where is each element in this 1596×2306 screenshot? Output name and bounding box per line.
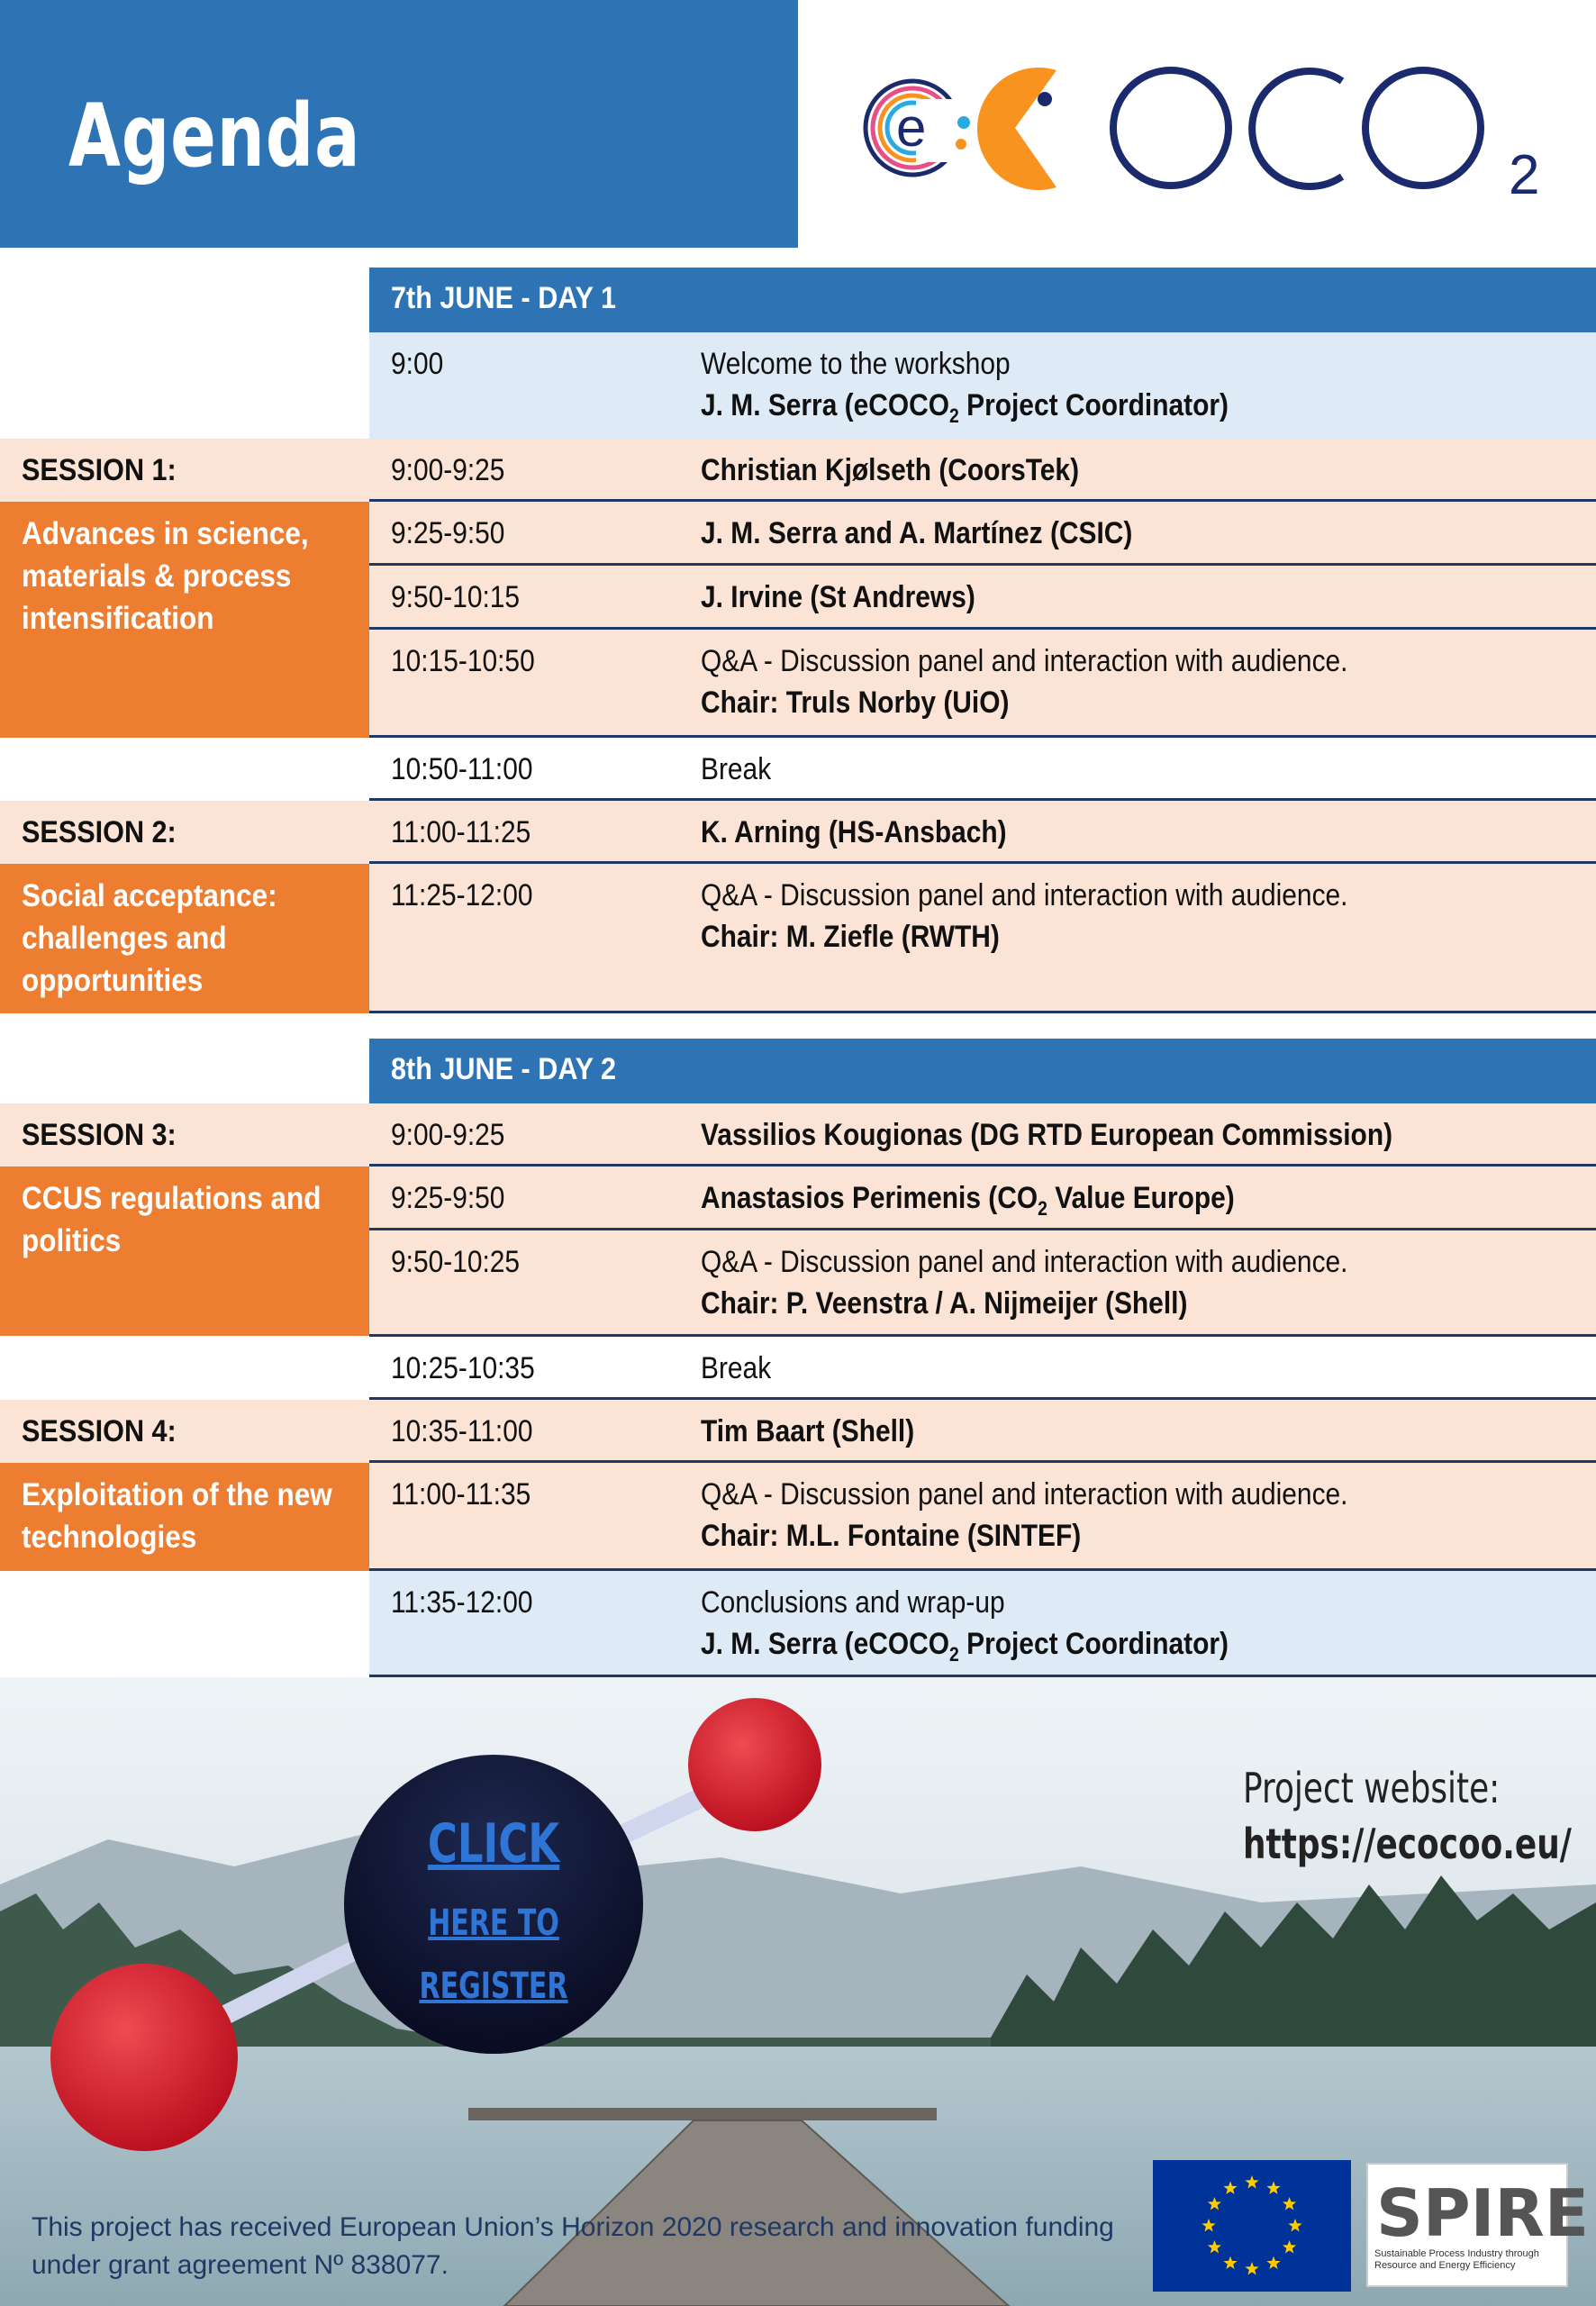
- agenda-row-break1: [0, 738, 1596, 801]
- row-chair: Chair: M. Ziefle (RWTH): [701, 920, 1000, 954]
- agenda-row-s4-2: [0, 1463, 1596, 1571]
- row-time: 9:00-9:25: [391, 453, 505, 487]
- day1-label: 7th JUNE - DAY 1: [391, 281, 616, 315]
- spire-logo: [1367, 2164, 1590, 2286]
- logo-subscript: 2: [1509, 144, 1540, 206]
- spire-tagline: Sustainable Process Industry through Resource and Energy Efficiency: [1374, 2248, 1539, 2271]
- row-time: 10:35-11:00: [391, 1414, 533, 1448]
- session2-label: SESSION 2:: [22, 815, 177, 849]
- website-url[interactable]: https://ecocoo.eu/: [1243, 1820, 1572, 1868]
- decorative-red-sphere-right: [688, 1698, 821, 1831]
- row-chair: Chair: M.L. Fontaine (SINTEF): [701, 1519, 1082, 1553]
- logo-pacman: [977, 68, 1056, 190]
- row-time: 10:25-10:35: [391, 1351, 535, 1385]
- register-here-to[interactable]: HERE TO: [428, 1902, 559, 1944]
- agenda-row-closing: [0, 1571, 1596, 1677]
- day2-label: 8th JUNE - DAY 2: [391, 1052, 616, 1086]
- session4-label: SESSION 4:: [22, 1414, 177, 1448]
- session3-title: CCUS regulations and politics: [22, 1181, 322, 1258]
- logo-c: [1252, 71, 1342, 186]
- row-speaker: J. M. Serra and A. Martínez (CSIC): [701, 516, 1133, 550]
- row-speaker: Christian Kjølseth (CoorsTek): [701, 453, 1080, 487]
- row-time: 9:50-10:25: [391, 1245, 521, 1279]
- row-time: 9:00-9:25: [391, 1118, 505, 1152]
- register-click[interactable]: CLICK: [427, 1812, 560, 1875]
- agenda-row-s1-2: [0, 502, 1596, 566]
- agenda-row-s3-1: [0, 1103, 1596, 1167]
- agenda-row-s1-3: [0, 566, 1596, 630]
- session3-label: SESSION 3:: [22, 1118, 177, 1152]
- row-text: Q&A - Discussion panel and interaction with audience.: [701, 878, 1348, 912]
- row-chair: Chair: P. Veenstra / A. Nijmeijer (Shell): [701, 1286, 1188, 1321]
- row-chair: Chair: Truls Norby (UiO): [701, 685, 1010, 720]
- day2-header: [369, 1039, 1596, 1103]
- agenda-row-s4-1: [0, 1400, 1596, 1463]
- row-speaker: Tim Baart (Shell): [701, 1414, 915, 1448]
- ecoco2-logo: [860, 45, 1554, 216]
- row-time: 9:00: [391, 347, 444, 381]
- eu-flag-icon: [1153, 2160, 1351, 2292]
- agenda-row-welcome: [0, 332, 1596, 439]
- logo-e-letter: e: [896, 97, 927, 158]
- spire-wordmark: SPIRE: [1376, 2175, 1590, 2251]
- row-text: Q&A - Discussion panel and interaction with audience.: [701, 1245, 1348, 1279]
- logo-e-mark: [866, 81, 970, 175]
- row-text: Break: [701, 1351, 772, 1385]
- row-time: 10:15-10:50: [391, 644, 535, 678]
- page-title: Agenda: [68, 86, 361, 186]
- row-text: Welcome to the workshop: [701, 347, 1011, 381]
- row-speaker: K. Arning (HS-Ansbach): [701, 815, 1007, 849]
- row-text: Conclusions and wrap-up: [701, 1585, 1005, 1620]
- session1-label: SESSION 1:: [22, 453, 177, 487]
- logo-o2: [1365, 70, 1481, 186]
- row-speaker: J. M. Serra (eCOCO$_2$ Project Coordinator): [701, 388, 1229, 427]
- agenda-row-s2-2: [0, 864, 1596, 1013]
- row-speaker: J. M. Serra (eCOCO$_2$ Project Coordinator): [701, 1627, 1229, 1666]
- register-link[interactable]: [344, 1755, 643, 2054]
- register-register[interactable]: REGISTER: [419, 1966, 568, 2007]
- row-text: Q&A - Discussion panel and interaction with audience.: [701, 644, 1348, 678]
- row-speaker: J. Irvine (St Andrews): [701, 580, 975, 614]
- row-speaker: Anastasios Perimenis ($CO_2$ Value Europe): [701, 1181, 1235, 1220]
- row-time: 11:00-11:25: [391, 815, 531, 849]
- row-text: Q&A - Discussion panel and interaction with audience.: [701, 1477, 1348, 1512]
- row-time: 11:00-11:35: [391, 1477, 531, 1512]
- decorative-red-sphere-left: [50, 1964, 238, 2151]
- session2-title: Social acceptance: challenges and opportunities: [22, 878, 277, 998]
- row-time: 9:25-9:50: [391, 1181, 505, 1215]
- agenda-row-break2: [0, 1337, 1596, 1400]
- funding-statement: This project has received European Union’s Horizon 2020 research and innovation funding under grant agreement Nº 838077.: [32, 2212, 1114, 2280]
- session1-title: Advances in science, materials & process intensification: [22, 516, 309, 636]
- row-text: Break: [701, 752, 772, 786]
- agenda-row-s3-3: [0, 1230, 1596, 1337]
- row-time: 10:50-11:00: [391, 752, 533, 786]
- agenda-row-s1-4: [0, 630, 1596, 738]
- day1-header: [369, 268, 1596, 332]
- row-time: 11:25-12:00: [391, 878, 533, 912]
- row-speaker: Vassilios Kougionas (DG RTD European Commission): [701, 1118, 1393, 1152]
- row-time: 9:50-10:15: [391, 580, 521, 614]
- row-time: 9:25-9:50: [391, 516, 505, 550]
- row-time: 11:35-12:00: [391, 1585, 533, 1620]
- agenda-row-s2-1: [0, 801, 1596, 864]
- website-label: Project website:: [1243, 1764, 1501, 1812]
- agenda-row-s3-2: [0, 1167, 1596, 1230]
- session4-title: Exploitation of the new technologies: [22, 1477, 332, 1555]
- agenda-row-s1-1: [0, 439, 1596, 502]
- logo-o1: [1113, 70, 1229, 186]
